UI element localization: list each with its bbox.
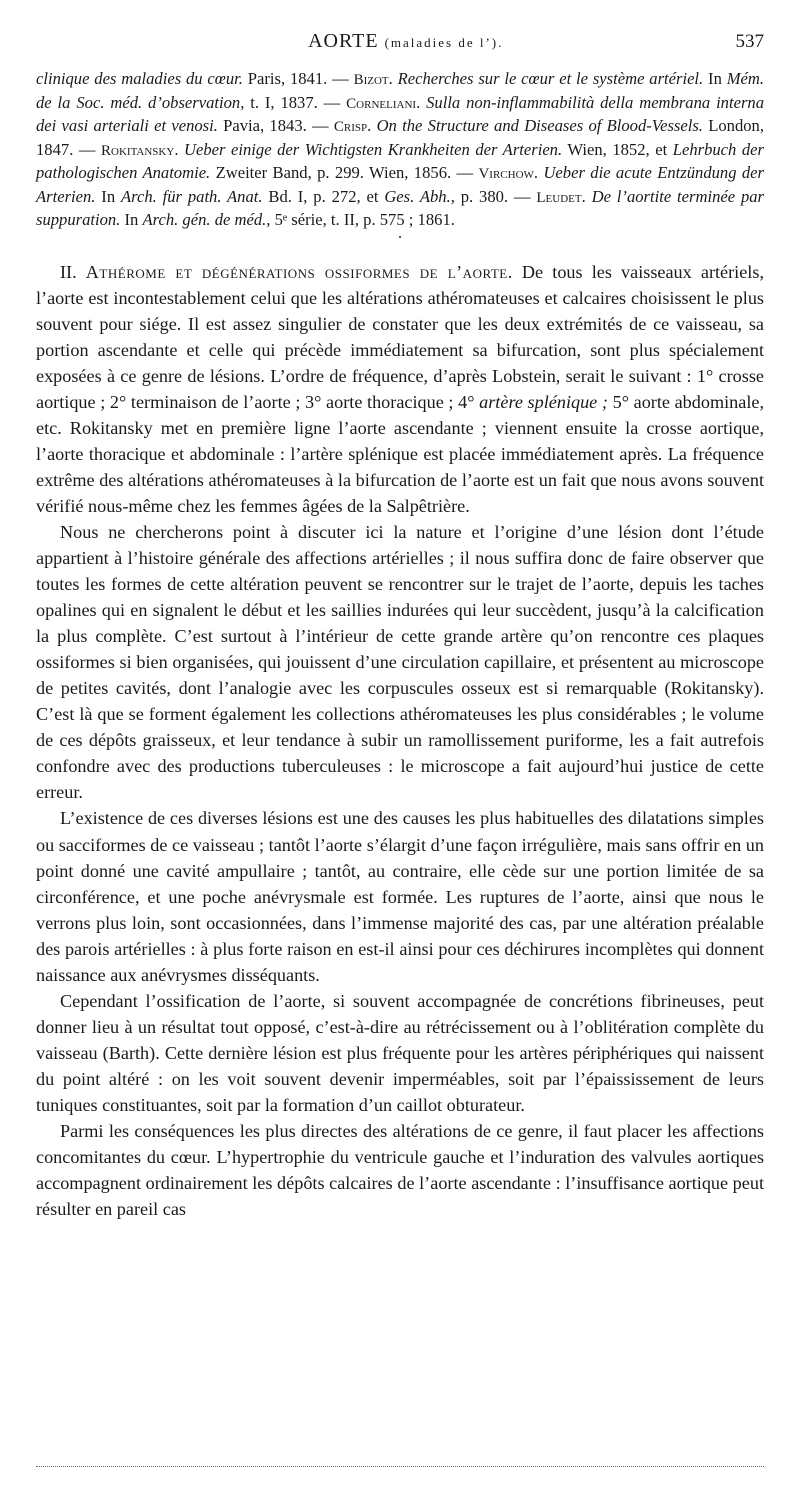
bib-author: Bizot [353, 72, 389, 88]
running-title-sub: (maladies de l’). [384, 35, 504, 50]
section-title: Athérome et dégénérations ossiformes de l’aorte. [85, 261, 513, 282]
bib-journal: Arch. gén. de méd. [142, 210, 267, 229]
bib-text: . [174, 139, 185, 159]
section-numeral: II. [60, 261, 86, 282]
bib-author: Leudet [536, 189, 582, 206]
bib-text: Wien, 1852, et [562, 139, 673, 159]
bib-text: In [95, 186, 121, 206]
bib-text: Pavia, 1843. — [217, 116, 334, 135]
bib-journal: Ges. Abh. [384, 186, 451, 206]
bib-text: , 5ᵉ série, t. II, p. 575 ; 1861. [266, 210, 455, 229]
bib-text: Paris, 1841. — [242, 69, 354, 88]
running-header [36, 30, 764, 62]
bib-author: Rokitansky [101, 142, 175, 159]
bib-text: . [388, 69, 398, 88]
paragraph-3: L’existence de ces diverses lésions est une des causes les plus habituelles des dilatations simples ou sacciformes de ce vaisseau ; tantôt l’aorte s’élargit d’une façon irrégulière, mais sans offrir en un point donné une cavité ampullaire ; tantôt, au contraire, elle cède sur une portion limitée de sa circonférence, et une poche anévrysmale est formée. Les ruptures de l’aorte, ainsi que nous le verrons plus loin, sont occasionnées, dans l’immense majorité des cas, par une altération préalable des parois artérielles : à plus forte raison en est-il ainsi pour ces déchirures incomplètes qui donnent naissance aux anévrysmes disséquants. [36, 808, 764, 985]
bib-text: . [581, 186, 592, 206]
main-text [36, 259, 764, 1223]
bib-title: Sulla non-inflammabilità della membrana interna dei vasi arteriali et venosi. [36, 92, 765, 135]
bib-text: . [533, 163, 544, 182]
paragraph-1-text-end: 5° aorte abdominale, etc. Rokitansky met en première ligne l’aorte ascendante ; viennent ensuite la crosse aortique, l’aorte thoracique et abdominale : l’artère splénique est placée immédiatement après. La fréquence extrême des altérations athéromateuses à la bifurcation de l’aorte est un fait que nous avons souvent vérifié nous-même chez les femmes âgées de la Salpêtrière. [36, 391, 764, 516]
bib-text: , p. 380. — [450, 186, 537, 206]
bib-text: In [120, 210, 143, 229]
bib-title: De l’aortite terminée par suppuration. [36, 186, 765, 229]
bib-text: Zweiter Band, p. 299. Wien, 1856. — [210, 163, 479, 182]
bib-text: . [367, 116, 377, 135]
paragraph-2: Nous ne chercherons point à discuter ici la nature et l’origine d’une lésion dont l’étude appartient à l’histoire générale des affections artérielles ; il nous suffira donc de faire observer que toutes les formes de cette altération peuvent se rencontrer sur le trajet de l’aorte, depuis les taches opalines qui en signalent le début et les saillies indurées qui leur succèdent, jusqu’à la calcification la plus complète. C’est surtout à l’intérieur de cette grande artère qu’on rencontre ces plaques ossiformes si bien organisées, qui jouissent d’une circulation capillaire, et présentent au microscope de petites cavités, dont l’analogie avec les corpuscules osseux est si remarquable (Rokitansky). C’est là que se forment également les collections athéromateuses les plus considérables ; le volume de ces dépôts graisseux, et leur tendance à subir un ramollissement puriforme, les a fait autrefois confondre avec des productions tuberculeuses : le microscope a fait aujourd’hui justice de cette erreur. [36, 521, 764, 803]
running-title [308, 30, 503, 53]
paragraph-4: Cependant l’ossification de l’aorte, si souvent accompagnée de concrétions fibrineuses, peut donner lieu à un résultat tout opposé, c’est-à-dire au rétrécissement ou à l’oblitération complète du vaisseau (Barth). Cette dernière lésion est plus fréquente pour les artères périphériques qui naissent du point altéré : on les voit souvent devenir imperméables, soit par l’épaississement de leurs tuniques constituantes, soit par la formation d’un caillot obturateur. [36, 990, 764, 1115]
bibliography-block [36, 68, 764, 243]
bib-author: Corneliani [346, 95, 417, 112]
ornament-dot: • [398, 232, 402, 242]
bib-journal: Mém. de la Soc. méd. d’observation, [36, 69, 765, 112]
paragraph-1-text: De tous les vaisseaux artériels, l’aorte est incontestablement celui que les altérations athéromateuses et calcaires choisissent le plus souvent pour siége. Il est assez singulier de constater que les deux extrémités de ce vaisseau, sa portion ascendante et celle qui précède immédiatement sa bifurcation, sont plus spécialement exposées à ce genre de lésions. L’ordre de fréquence, d’après Lobstein, serait le suivant : 1° crosse aortique ; 2° terminaison de l’aorte ; 3° aorte thoracique ; 4° [36, 261, 764, 412]
bib-text: Bd. I, p. 272, et [262, 186, 385, 206]
bib-title: clinique des maladies du cœur. [36, 69, 243, 88]
bib-journal: Arch. für path. Anat. [120, 186, 263, 206]
bib-author: Virchow [478, 166, 534, 182]
bib-title: On the Structure and Diseases of Blood-Vessels. [376, 116, 703, 135]
page-number: 537 [735, 31, 764, 52]
bib-title: Recherches sur le cœur et le système artériel. [397, 69, 704, 88]
footer-dotted-rule [36, 1466, 764, 1467]
bib-title: Ueber die acute Entzündung der Arterien. [36, 163, 765, 206]
bib-title: Ueber einige der Wichtigsten Krankheiten der Arterien. [184, 139, 563, 159]
bib-title: Lehrbuch der pathologischen Anatomie. [36, 139, 765, 182]
bib-text: . [416, 92, 427, 112]
paragraph-1 [36, 259, 764, 519]
bib-text: London, 1847. — [36, 116, 764, 159]
bib-text: In [703, 69, 727, 88]
paragraph-1-italic: artère splénique ; [479, 391, 608, 412]
running-title-main: AORTE [308, 30, 379, 52]
bibliography-paragraph [36, 68, 764, 231]
paragraph-5: Parmi les conséquences les plus directes des altérations de ce genre, il faut placer les affections concomitantes du cœur. L’hypertrophie du ventricule gauche et l’induration des valvules aortiques accompagnent ordinairement les dépôts calcaires de l’aorte ascendante : l’insuffisance aortique peut résulter en pareil cas [36, 1121, 764, 1220]
bib-author: Crisp [333, 119, 368, 135]
bib-text: t. I, 1837. — [244, 92, 347, 112]
